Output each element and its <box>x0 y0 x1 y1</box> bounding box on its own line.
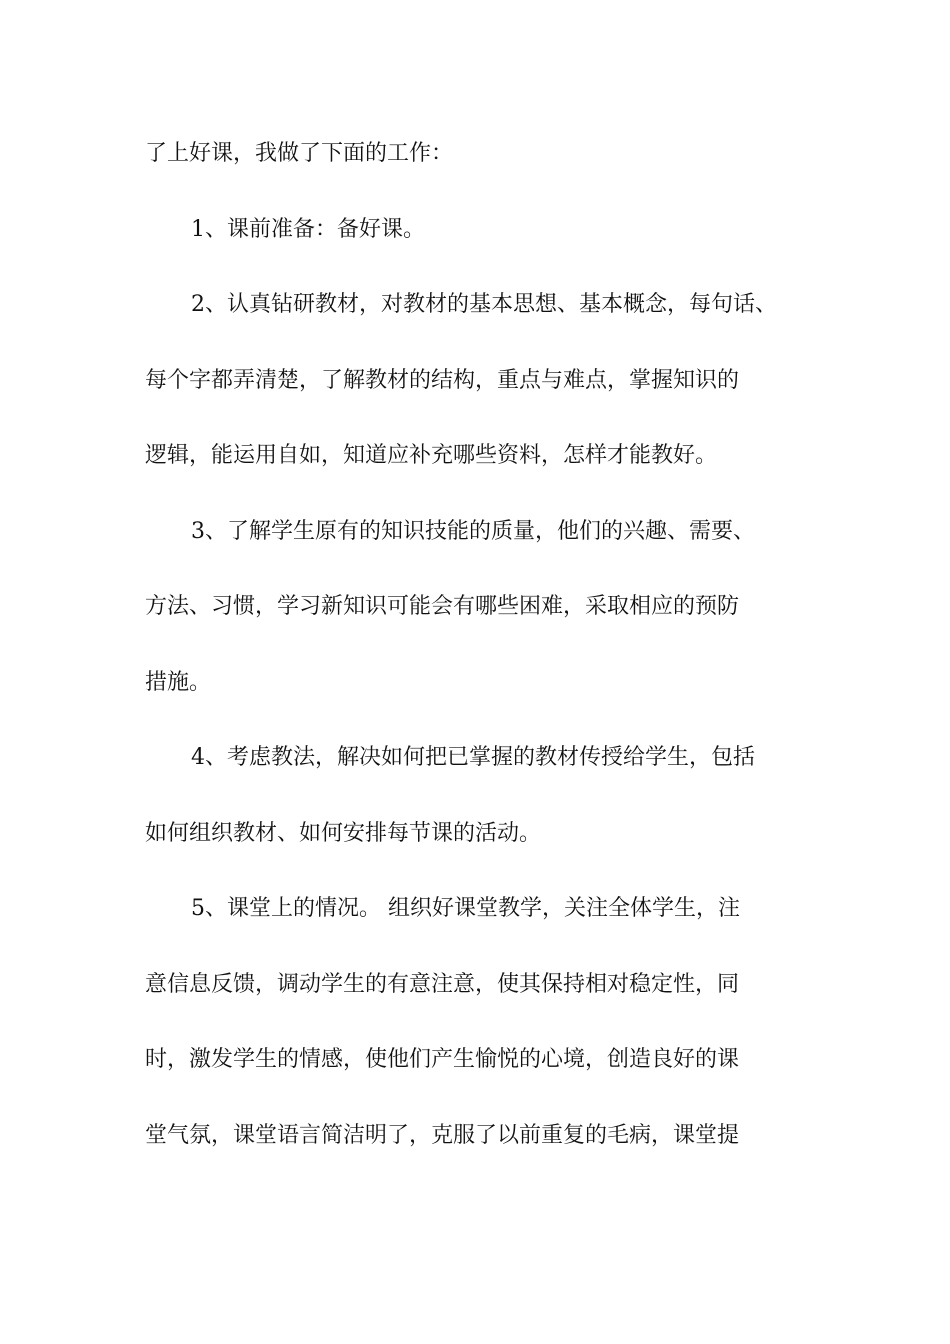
text-line: 措施。 <box>145 669 212 695</box>
text-line: 5、课堂上的情况。 组织好课堂教学，关注全体学生，注 <box>191 896 740 921</box>
text-line: 1、课前准备：备好课。 <box>191 216 425 242</box>
text-line: 如何组织教材、如何安排每节课的活动。 <box>145 820 542 846</box>
text-line: 堂气氛，课堂语言简洁明了，克服了以前重复的毛病，课堂提 <box>145 1122 740 1148</box>
text-line: 2、认真钻研教材，对教材的基本思想、基本概念，每句话、 <box>191 292 777 317</box>
text-line: 时，激发学生的情感，使他们产生愉悦的心境，创造良好的课 <box>145 1047 740 1072</box>
text-line: 逻辑，能运用自如，知道应补充哪些资料，怎样才能教好。 <box>145 443 718 468</box>
text-line: 了上好课，我做了下面的工作： <box>145 141 454 166</box>
text-line: 3、了解学生原有的知识技能的质量，他们的兴趣、需要、 <box>191 518 755 544</box>
text-line: 4、考虑教法，解决如何把已掌握的教材传授给学生，包括 <box>191 745 755 770</box>
text-line: 意信息反馈，调动学生的有意注意，使其保持相对稳定性，同 <box>145 971 740 997</box>
text-line: 每个字都弄清楚，了解教材的结构，重点与难点，掌握知识的 <box>145 367 740 393</box>
text-line: 方法、习惯，学习新知识可能会有哪些困难，采取相应的预防 <box>145 594 740 619</box>
body-text <box>145 132 825 1189</box>
